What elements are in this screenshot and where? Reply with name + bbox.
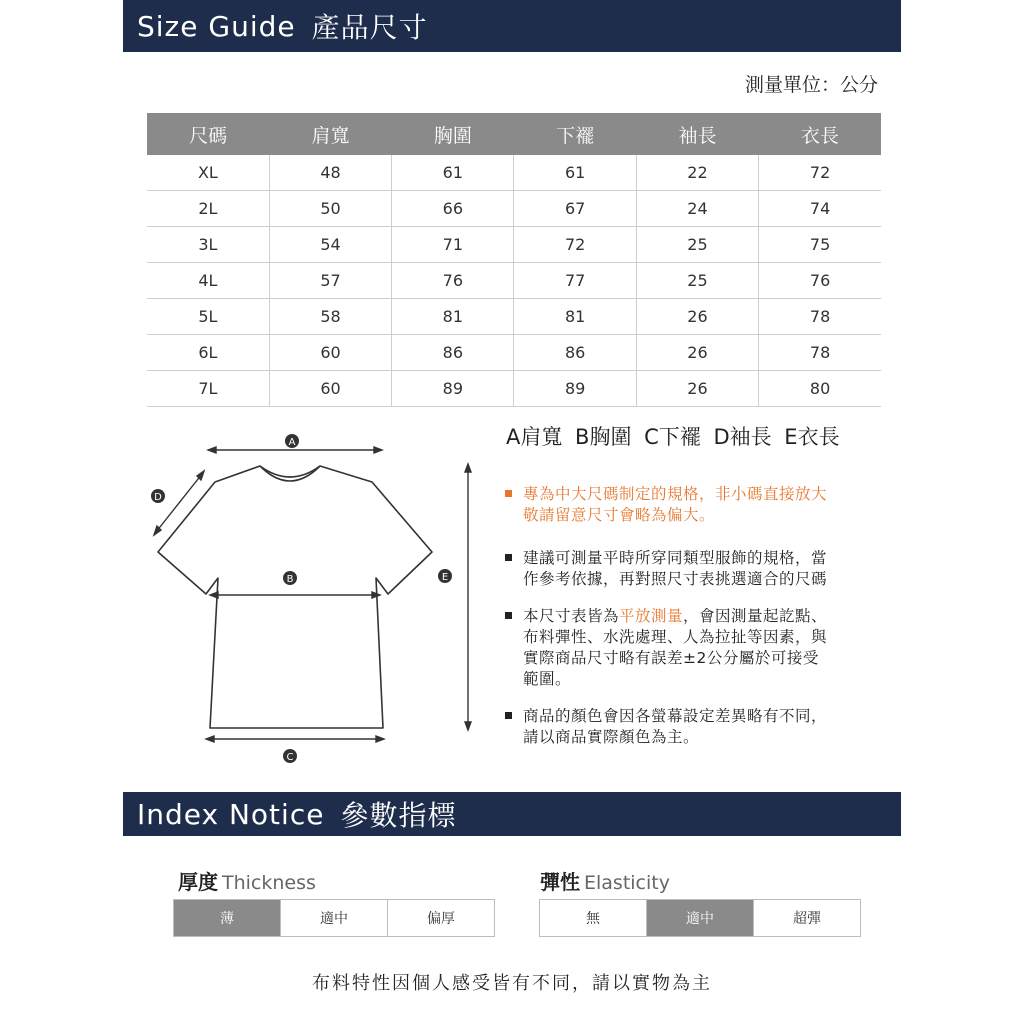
elasticity-option: 適中 <box>646 900 753 936</box>
fabric-footer-note: 布料特性因個人感受皆有不同，請以實物為主 <box>312 973 712 994</box>
table-cell: 48 <box>269 155 391 191</box>
table-cell: 50 <box>269 191 391 227</box>
table-row <box>147 227 881 263</box>
tshirt-diagram <box>140 428 480 773</box>
table-cell: 72 <box>759 155 881 191</box>
table-cell: 89 <box>514 371 636 407</box>
table-cell: 89 <box>392 371 514 407</box>
table-cell: 24 <box>636 191 758 227</box>
thickness-option: 偏厚 <box>387 900 494 936</box>
note-text <box>523 606 875 627</box>
table-cell: 81 <box>392 299 514 335</box>
note-text: 作參考依據，再對照尺寸表挑選適合的尺碼 <box>523 570 828 588</box>
col-header: 袖長 <box>636 113 758 155</box>
table-cell: 75 <box>759 227 881 263</box>
thickness-label-en: Thickness <box>222 872 316 894</box>
table-cell: 26 <box>636 371 758 407</box>
index-notice-title-en: Index Notice <box>137 797 325 831</box>
table-cell: 58 <box>269 299 391 335</box>
table-cell: XL <box>147 155 269 191</box>
table-cell: 6L <box>147 335 269 371</box>
table-cell: 76 <box>392 263 514 299</box>
col-header: 衣長 <box>759 113 881 155</box>
note-text: 專為中大尺碼制定的規格，非小碼直接放大 <box>523 485 828 503</box>
label-d: D <box>154 492 162 503</box>
note-text-part: 本尺寸表皆為 <box>523 607 620 625</box>
table-row <box>147 155 881 191</box>
bullet-icon <box>505 554 512 561</box>
size-guide-title-zh: 產品尺寸 <box>311 11 428 44</box>
table-cell: 26 <box>636 335 758 371</box>
size-table-header <box>147 113 881 155</box>
note-text: 建議可測量平時所穿同類型服飾的規格，當 <box>523 549 828 567</box>
thickness-title <box>178 866 316 895</box>
size-guide-title-en: Size Guide <box>137 9 296 43</box>
table-cell: 78 <box>759 299 881 335</box>
note-item <box>505 706 875 748</box>
notes-list <box>505 484 875 764</box>
table-cell: 86 <box>392 335 514 371</box>
label-e: E <box>441 572 449 583</box>
table-cell: 22 <box>636 155 758 191</box>
table-cell: 4L <box>147 263 269 299</box>
elasticity-option: 無 <box>586 911 600 927</box>
label-b: B <box>286 574 294 585</box>
table-cell: 74 <box>759 191 881 227</box>
bullet-icon <box>505 490 512 497</box>
table-cell: 60 <box>269 371 391 407</box>
thickness-scale <box>173 899 495 937</box>
col-header: 尺碼 <box>147 113 269 155</box>
col-header: 下襬 <box>514 113 636 155</box>
table-cell: 25 <box>636 227 758 263</box>
elasticity-scale <box>539 899 861 937</box>
note-item <box>505 484 875 526</box>
tshirt-collar <box>260 466 320 481</box>
table-cell: 3L <box>147 227 269 263</box>
bullet-icon <box>505 712 512 719</box>
note-item <box>505 548 875 590</box>
tshirt-outline <box>158 466 432 728</box>
table-cell: 54 <box>269 227 391 263</box>
thickness-option: 薄 <box>174 900 280 936</box>
table-cell: 5L <box>147 299 269 335</box>
table-row <box>147 191 881 227</box>
table-cell: 25 <box>636 263 758 299</box>
label-a: A <box>288 437 296 448</box>
measurement-legend: A肩寬 B胸圍 C下襬 D袖長 E衣長 <box>506 425 840 449</box>
table-cell: 77 <box>514 263 636 299</box>
note-highlight: 平放測量 <box>619 607 684 625</box>
table-cell: 76 <box>759 263 881 299</box>
label-c: C <box>286 752 294 763</box>
table-row <box>147 299 881 335</box>
size-guide-banner <box>123 0 901 52</box>
table-cell: 80 <box>759 371 881 407</box>
table-cell: 26 <box>636 299 758 335</box>
table-cell: 72 <box>514 227 636 263</box>
note-text: 範圍。 <box>523 670 572 688</box>
table-row <box>147 335 881 371</box>
elasticity-label-en: Elasticity <box>584 872 670 894</box>
table-cell: 86 <box>514 335 636 371</box>
table-cell: 67 <box>514 191 636 227</box>
index-notice-banner <box>123 792 901 836</box>
table-cell: 66 <box>392 191 514 227</box>
index-notice-title-zh: 參數指標 <box>340 799 457 832</box>
table-row <box>147 263 881 299</box>
table-cell: 78 <box>759 335 881 371</box>
note-text: 布料彈性、水洗處理、人為拉扯等因素，與 <box>523 628 828 646</box>
bullet-icon <box>505 612 512 619</box>
note-text: 商品的顏色會因各螢幕設定差異略有不同， <box>523 707 828 725</box>
note-text: 請以商品實際顏色為主。 <box>523 728 700 746</box>
elasticity-title <box>540 866 670 895</box>
note-text: 敬請留意尺寸會略為偏大。 <box>523 506 716 524</box>
table-row <box>147 371 881 407</box>
table-cell: 61 <box>514 155 636 191</box>
elasticity-label-zh: 彈性 <box>540 870 580 894</box>
table-cell: 71 <box>392 227 514 263</box>
table-cell: 7L <box>147 371 269 407</box>
note-item <box>505 606 875 690</box>
col-header: 肩寬 <box>269 113 391 155</box>
table-cell: 60 <box>269 335 391 371</box>
table-cell: 57 <box>269 263 391 299</box>
note-text: 實際商品尺寸略有誤差±2公分屬於可接受 <box>523 649 819 667</box>
note-text-part: ，會因測量起訖點、 <box>683 607 828 625</box>
table-cell: 2L <box>147 191 269 227</box>
elasticity-option: 超彈 <box>753 900 860 936</box>
table-cell: 81 <box>514 299 636 335</box>
col-header: 胸圍 <box>392 113 514 155</box>
thickness-label-zh: 厚度 <box>178 870 218 894</box>
measurement-unit: 測量單位：公分 <box>744 74 878 96</box>
thickness-option: 適中 <box>280 900 387 936</box>
size-table <box>147 113 881 407</box>
table-cell: 61 <box>392 155 514 191</box>
